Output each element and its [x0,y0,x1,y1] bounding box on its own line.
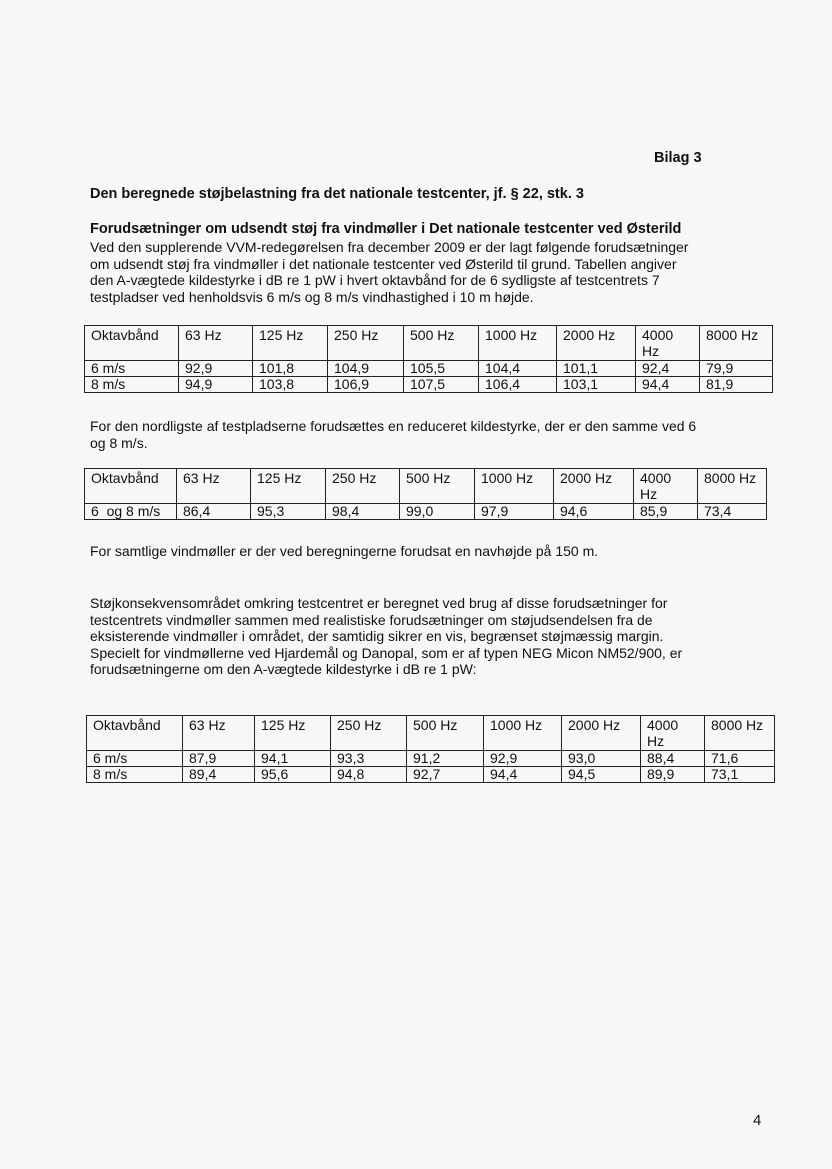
header-cell: 500 Hz [407,716,484,751]
value-cell: 81,9 [700,377,773,393]
table-header-row [87,716,775,751]
value-cell: 94,6 [554,504,634,520]
value-cell: 94,4 [484,767,562,783]
header-cell: 500 Hz [404,326,479,361]
header-cell: 63 Hz [179,326,253,361]
table-row [85,377,773,393]
header-cell: 125 Hz [255,716,331,751]
value-cell: 104,4 [479,361,557,377]
header-cell: 250 Hz [331,716,407,751]
value-cell: 104,9 [328,361,404,377]
header-cell: Oktavbånd [85,469,177,504]
header-cell: 250 Hz [326,469,400,504]
value-cell: 95,6 [255,767,331,783]
document-title: Den beregnede støjbelastning fra det nationale testcenter, jf. § 22, stk. 3 [90,186,584,202]
row-label-cell: 8 m/s [87,767,183,783]
value-cell: 103,1 [557,377,636,393]
header-cell: 500 Hz [400,469,475,504]
value-cell: 103,8 [253,377,328,393]
table-header-row [85,469,767,504]
header-cell: 1000 Hz [475,469,554,504]
header-cell: 1000 Hz [479,326,557,361]
header-cell: 4000 Hz [641,716,705,751]
value-cell: 93,3 [331,751,407,767]
header-cell: 2000 Hz [554,469,634,504]
header-cell: 4000 Hz [636,326,700,361]
header-cell: 63 Hz [183,716,255,751]
intro-paragraph: Ved den supplerende VVM-redegørelsen fra december 2009 er der lagt følgende forudsætninger om udsendt støj fra vindmøller i det nationale testcenter ved Østerild til grund. Tabellen angiver den A-vægtede kildestyrke i dB re 1 pW i hvert oktavbånd for de 6 sydligste af testcentrets 7 testpladser ved henholdsvis 6 m/s og 8 m/s vindhastighed i 10 m højde. [90,239,689,305]
octave-table-north [84,468,767,520]
header-cell: 125 Hz [251,469,326,504]
value-cell: 105,5 [404,361,479,377]
value-cell: 87,9 [183,751,255,767]
value-cell: 107,5 [404,377,479,393]
value-cell: 94,9 [179,377,253,393]
row-label-cell: 8 m/s [85,377,179,393]
value-cell: 71,6 [705,751,775,767]
header-cell: 4000 Hz [634,469,698,504]
header-cell: 250 Hz [328,326,404,361]
value-cell: 79,9 [700,361,773,377]
header-cell: 63 Hz [177,469,251,504]
value-cell: 92,7 [407,767,484,783]
table-row [87,751,775,767]
header-cell: 8000 Hz [698,469,767,504]
value-cell: 106,9 [328,377,404,393]
value-cell: 73,1 [705,767,775,783]
header-cell: 125 Hz [253,326,328,361]
row-label-cell: 6 m/s [87,751,183,767]
header-cell: 2000 Hz [562,716,641,751]
value-cell: 88,4 [641,751,705,767]
section-title: Forudsætninger om udsendt støj fra vindmøller i Det nationale testcenter ved Østerild [90,221,682,237]
northern-site-paragraph: For den nordligste af testpladserne forudsættes en reduceret kildestyrke, der er den samme ved 6 og 8 m/s. [90,418,697,451]
noise-zone-paragraph: Støjkonsekvensområdet omkring testcentret er beregnet ved brug af disse forudsætninger for testcentrets vindmøller sammen med realistiske forudsætninger om støjudsendelsen fra de eksisterende vindmøller i området, der samtidig sikrer en vis, begrænset støjmæssig margin. Specielt for vindmøllerne ved Hjardemål og Danopal, som er af typen NEG Micon NM52/900, er forudsætningerne om den A-vægtede kildestyrke i dB re 1 pW: [90,595,683,677]
header-cell: Oktavbånd [87,716,183,751]
table-row [85,361,773,377]
value-cell: 86,4 [177,504,251,520]
value-cell: 101,1 [557,361,636,377]
value-cell: 95,3 [251,504,326,520]
value-cell: 101,8 [253,361,328,377]
value-cell: 89,9 [641,767,705,783]
value-cell: 94,8 [331,767,407,783]
annex-label: Bilag 3 [654,150,702,166]
row-label-cell: 6 m/s [85,361,179,377]
value-cell: 106,4 [479,377,557,393]
header-cell: Oktavbånd [85,326,179,361]
header-cell: 2000 Hz [557,326,636,361]
value-cell: 92,9 [484,751,562,767]
value-cell: 85,9 [634,504,698,520]
value-cell: 98,4 [326,504,400,520]
header-cell: 1000 Hz [484,716,562,751]
octave-table-south [84,325,773,393]
header-cell: 8000 Hz [705,716,775,751]
value-cell: 94,4 [636,377,700,393]
value-cell: 73,4 [698,504,767,520]
header-cell: 8000 Hz [700,326,773,361]
hub-height-paragraph: For samtlige vindmøller er der ved beregningerne forudsat en navhøjde på 150 m. [90,543,599,559]
table-row [85,504,767,520]
value-cell: 99,0 [400,504,475,520]
value-cell: 97,9 [475,504,554,520]
value-cell: 92,9 [179,361,253,377]
value-cell: 93,0 [562,751,641,767]
octave-table-existing-turbines [86,715,775,783]
row-label-cell: 6 og 8 m/s [85,504,177,520]
value-cell: 89,4 [183,767,255,783]
value-cell: 92,4 [636,361,700,377]
value-cell: 94,5 [562,767,641,783]
table-row [87,767,775,783]
page-number: 4 [753,1112,762,1129]
value-cell: 94,1 [255,751,331,767]
value-cell: 91,2 [407,751,484,767]
table-header-row [85,326,773,361]
